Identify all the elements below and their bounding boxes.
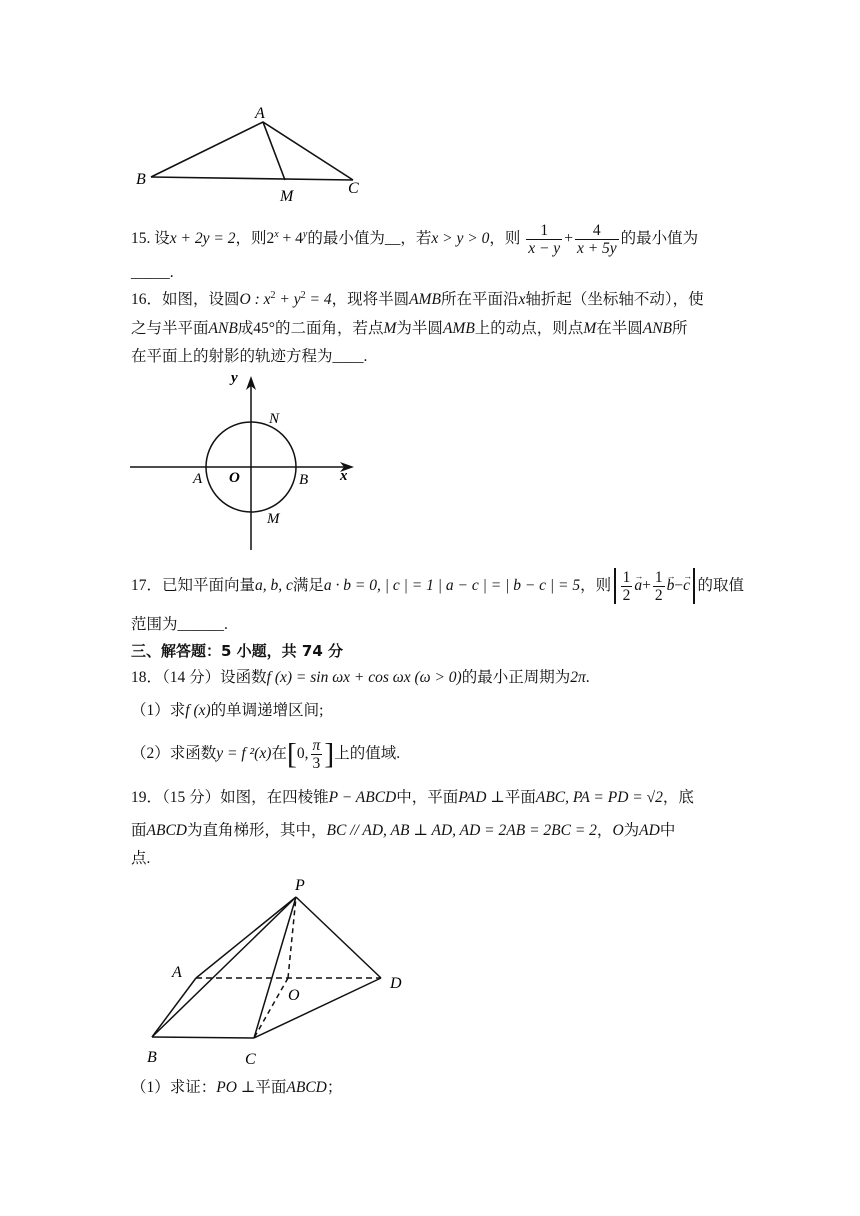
label-b: B	[136, 171, 146, 188]
problem-19-line-1: 19．（15 分）如图，在四棱锥P − ABCD中，平面PAD ⊥平面ABC, PA = PD = √2，底	[131, 789, 694, 806]
section-heading: 三、解答题：5 小题，共 74 分	[131, 642, 343, 660]
label-p: P	[295, 877, 305, 894]
problem-16-line-1: 16．如图，设圆O : $x^2 + y^2 = 4$，现将半圆AMB所在平面沿x轴折起（坐标轴不动），使	[131, 289, 704, 308]
fraction-1: $\frac{1}{x - y}$	[528, 222, 561, 257]
label-c: C	[348, 180, 359, 197]
label-m: M	[280, 188, 294, 204]
label-m: M	[267, 511, 280, 527]
problem-16-line-3: 在平面上的射影的轨迹方程为____.	[131, 348, 368, 365]
label-o: O	[229, 470, 240, 486]
problem-18-part-1: （1）求f (x)的单调递增区间;	[131, 702, 324, 719]
label-o: O	[288, 987, 300, 1004]
label-c: C	[245, 1051, 256, 1068]
problem-17: 17．已知平面向量a, b, c满足a · b = 0, | c | = 1 | a − c | = | b − c | = 5，则 $\frac{1}{2}$ → a+ $\frac{1}{2}$ → b−→ c 的取值	[131, 566, 731, 606]
label-a: A	[193, 471, 203, 487]
label-n: N	[269, 411, 280, 427]
label-b: B	[299, 472, 309, 488]
problem-16-line-2: 之与半平面ANB成45°的二面角，若点M为半圆AMB上的动点，则点M在半圆ANB所	[131, 320, 688, 337]
triangle-abm-figure	[128, 104, 368, 204]
problem-15: 15. 设x + 2y = 2，则$2^x + 4^y$的最小值为__，若x > y > 0，则 $\frac{1}{x - y}$ + $\frac{4}{x + 5y}$ 的最小值为	[131, 222, 699, 257]
label-a: A	[172, 964, 182, 981]
problem-19-line-3: 点.	[131, 850, 151, 867]
label-d: D	[390, 975, 402, 992]
axis-label-y: y	[231, 370, 238, 386]
problem-18-part-2: （2）求函数y = f ²(x)在[0, $\frac{\pi}{3}$ ]上的值域.	[131, 736, 401, 772]
problem-17-line-2: 范围为______.	[131, 616, 228, 633]
pyramid-figure	[128, 872, 418, 1072]
label-a: A	[255, 105, 265, 122]
problem-18: 18．（14 分）设函数f (x) = sin ωx + cos ωx (ω > 0)的最小正周期为2π.	[131, 669, 590, 686]
label-b: B	[147, 1049, 157, 1066]
problem-19-part-1: （1）求证：PO ⊥平面ABCD；	[131, 1079, 343, 1096]
axis-label-x: x	[340, 468, 348, 484]
fraction-2: $\frac{4}{x + 5y}$	[576, 222, 617, 257]
circle-axes-figure	[128, 366, 368, 556]
problem-15-blank: _____.	[131, 264, 174, 281]
problem-19-line-2: 面ABCD为直角梯形，其中，BC // AD, AB ⊥ AD, AD = 2AB = 2BC = 2，O为AD中	[131, 822, 676, 839]
